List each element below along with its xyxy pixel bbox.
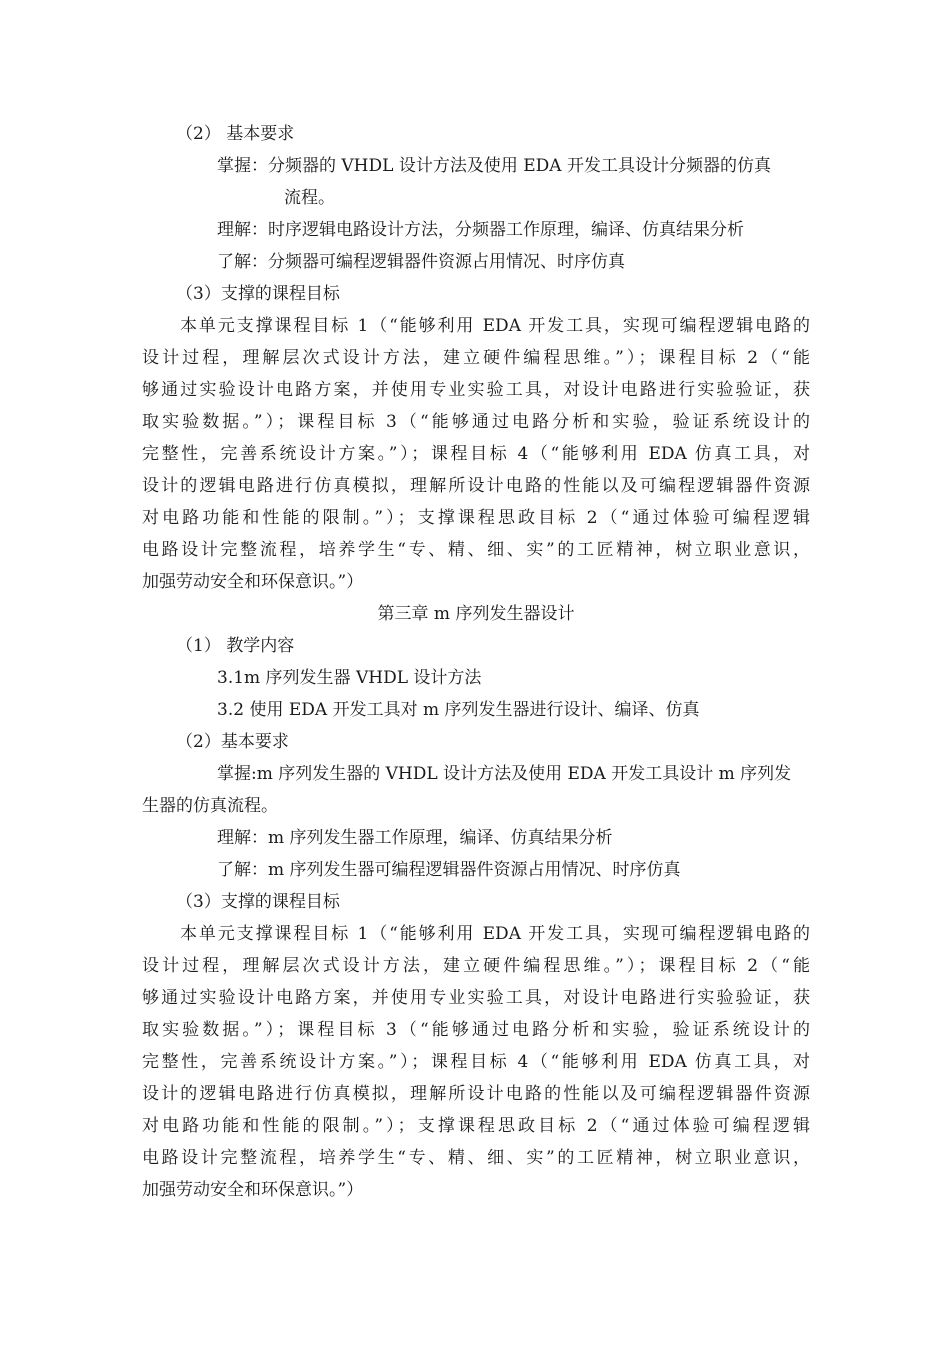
understanding-line: 理解：时序逻辑电路设计方法，分频器工作原理，编译、仿真结果分析 (217, 220, 744, 240)
document-body (142, 118, 810, 1206)
awareness-line: 了解：m 序列发生器可编程逻辑器件资源占用情况、时序仿真 (217, 860, 681, 880)
paragraph-line: 本单元支撑课程目标 1（“能够利用 EDA 开发工具，实现可编程逻辑电路的 (180, 924, 810, 944)
paragraph-line: 够通过实验设计电路方案，并使用专业实验工具，对设计电路进行实验验证，获 (142, 380, 810, 400)
mastery-line-2: 流程。 (284, 188, 335, 208)
understanding-line: 理解：m 序列发生器工作原理，编译、仿真结果分析 (217, 828, 613, 848)
paragraph-line: 对电路功能和性能的限制。”）；支撑课程思政目标 2（“通过体验可编程逻辑 (142, 508, 810, 528)
paragraph-line: 设计的逻辑电路进行仿真模拟，理解所设计电路的性能以及可编程逻辑器件资源 (142, 476, 810, 496)
paragraph-line: 加强劳动安全和环保意识。”） (142, 572, 364, 592)
paragraph-line: 设计过程，理解层次式设计方法，建立硬件编程思维。”）；课程目标 2（“能 (142, 956, 810, 976)
requirements-heading: （2）基本要求 (176, 732, 289, 752)
mastery-line-2: 生器的仿真流程。 (142, 796, 278, 816)
paragraph-line: 电路设计完整流程，培养学生“专、精、细、实”的工匠精神，树立职业意识， (142, 1148, 810, 1168)
teaching-content-heading: （1） 教学内容 (176, 636, 295, 656)
paragraph-line: 对电路功能和性能的限制。”）；支撑课程思政目标 2（“通过体验可编程逻辑 (142, 1116, 810, 1136)
paragraph-line: 完整性，完善系统设计方案。”）；课程目标 4（“能够利用 EDA 仿真工具，对 (142, 1052, 810, 1072)
requirements-heading: （2） 基本要求 (176, 124, 295, 144)
paragraph-line: 本单元支撑课程目标 1（“能够利用 EDA 开发工具，实现可编程逻辑电路的 (180, 316, 810, 336)
content-item-2: 3.2 使用 EDA 开发工具对 m 序列发生器进行设计、编译、仿真 (217, 700, 700, 720)
paragraph-line: 够通过实验设计电路方案，并使用专业实验工具，对设计电路进行实验验证，获 (142, 988, 810, 1008)
paragraph-line: 加强劳动安全和环保意识。”） (142, 1180, 364, 1200)
mastery-line-1: 掌握：分频器的 VHDL 设计方法及使用 EDA 开发工具设计分频器的仿真 (217, 156, 771, 176)
paragraph-line: 取实验数据。”）；课程目标 3（“能够通过电路分析和实验，验证系统设计的 (142, 1020, 810, 1040)
paragraph-line: 电路设计完整流程，培养学生“专、精、细、实”的工匠精神，树立职业意识， (142, 540, 810, 560)
support-goals-paragraph (142, 918, 810, 1206)
support-goals-paragraph (142, 310, 810, 598)
support-goals-heading: （3）支撑的课程目标 (176, 892, 340, 912)
mastery-line-1: 掌握:m 序列发生器的 VHDL 设计方法及使用 EDA 开发工具设计 m 序列发 (217, 764, 792, 784)
paragraph-line: 设计过程，理解层次式设计方法，建立硬件编程思维。”）；课程目标 2（“能 (142, 348, 810, 368)
paragraph-line: 完整性，完善系统设计方案。”）；课程目标 4（“能够利用 EDA 仿真工具，对 (142, 444, 810, 464)
paragraph-line: 设计的逻辑电路进行仿真模拟，理解所设计电路的性能以及可编程逻辑器件资源 (142, 1084, 810, 1104)
chapter-title: 第三章 m 序列发生器设计 (377, 604, 575, 624)
content-item-1: 3.1m 序列发生器 VHDL 设计方法 (217, 668, 482, 688)
awareness-line: 了解：分频器可编程逻辑器件资源占用情况、时序仿真 (217, 252, 625, 272)
paragraph-line: 取实验数据。”）；课程目标 3（“能够通过电路分析和实验，验证系统设计的 (142, 412, 810, 432)
support-goals-heading: （3）支撑的课程目标 (176, 284, 340, 304)
